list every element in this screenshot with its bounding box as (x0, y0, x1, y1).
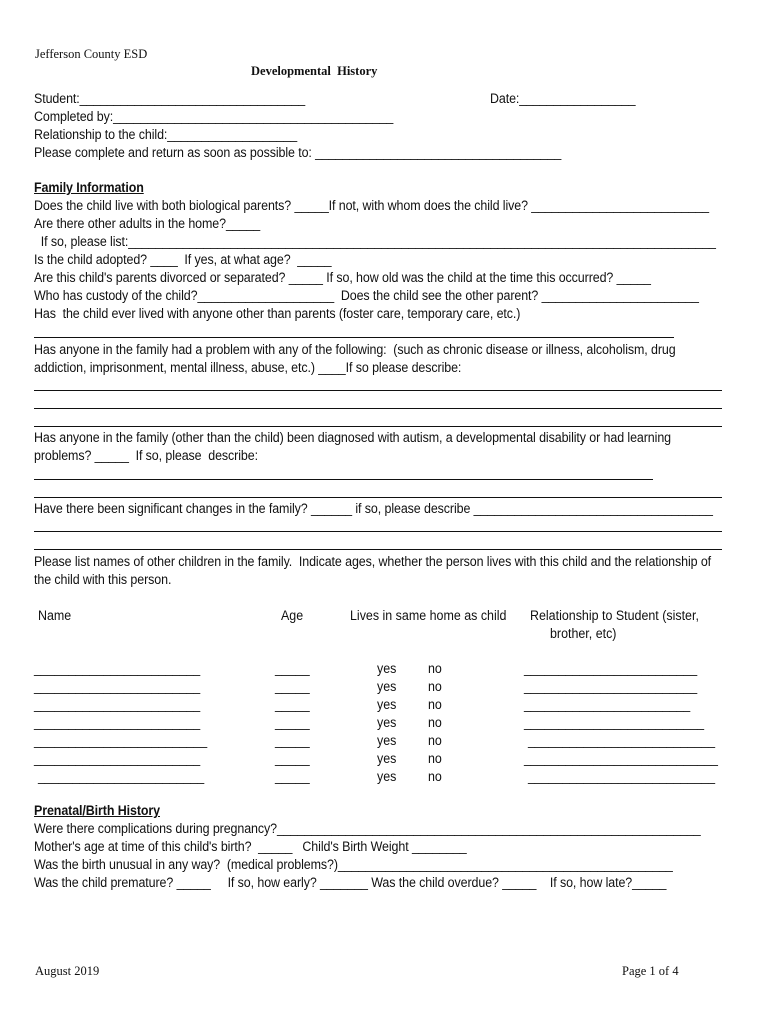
question-pregnancy-complications[interactable]: Were there complications during pregnancy?______________________________________________________________ (34, 821, 701, 836)
no-option[interactable]: no (428, 715, 442, 730)
child-age-field[interactable]: _____ (275, 733, 310, 748)
child-name-field[interactable]: ________________________ (34, 715, 201, 730)
child-age-field[interactable]: _____ (275, 679, 310, 694)
question-family-problems-line1: Has anyone in the family had a problem with any of the following: (such as chronic disease or illness, alcoholism, drug (34, 342, 676, 357)
question-other-adults[interactable]: Are there other adults in the home?_____ (34, 216, 261, 231)
child-name-field[interactable]: _________________________ (34, 733, 208, 748)
column-header-relationship-cont: brother, etc) (550, 626, 617, 641)
yes-option[interactable]: yes (377, 751, 397, 766)
no-option[interactable]: no (428, 733, 442, 748)
prenatal-history-heading: Prenatal/Birth History (34, 803, 160, 818)
child-relationship-field[interactable]: _________________________ (524, 661, 698, 676)
answer-line[interactable] (34, 549, 722, 550)
child-relationship-field[interactable]: ____________________________ (524, 751, 718, 766)
answer-line[interactable] (34, 479, 653, 480)
no-option[interactable]: no (428, 751, 442, 766)
question-lived-with-others: Has the child ever lived with anyone other than parents (foster care, temporary care, etc.) (34, 306, 521, 321)
child-relationship-field[interactable]: ___________________________ (528, 769, 716, 784)
question-custody[interactable]: Who has custody of the child?____________________ Does the child see the other parent? _______________________ (34, 288, 699, 303)
document-title: Developmental History (251, 64, 378, 78)
footer-date: August 2019 (35, 964, 100, 978)
organization-name: Jefferson County ESD (35, 47, 148, 61)
answer-line[interactable] (34, 337, 674, 338)
question-diagnosed-line1: Has anyone in the family (other than the child) been diagnosed with autism, a developmental disability or had learning (34, 430, 671, 445)
column-header-name: Name (38, 608, 72, 623)
child-name-field[interactable]: ________________________ (34, 679, 201, 694)
answer-line[interactable] (34, 531, 722, 532)
family-information-heading: Family Information (34, 180, 144, 195)
question-significant-changes[interactable]: Have there been significant changes in the family? ______ if so, please describe ___________________________________ (34, 501, 713, 516)
yes-option[interactable]: yes (377, 715, 397, 730)
child-relationship-field[interactable]: __________________________ (524, 715, 705, 730)
child-relationship-field[interactable]: ___________________________ (528, 733, 716, 748)
child-age-field[interactable]: _____ (275, 661, 310, 676)
question-mother-age-birth-weight[interactable]: Mother's age at time of this child's birth? _____ Child's Birth Weight ________ (34, 839, 467, 854)
child-relationship-field[interactable]: ________________________ (524, 697, 691, 712)
yes-option[interactable]: yes (377, 769, 397, 784)
return-to-field[interactable]: Please complete and return as soon as possible to: ____________________________________ (34, 145, 562, 160)
no-option[interactable]: no (428, 679, 442, 694)
answer-line[interactable] (34, 408, 722, 409)
question-biological-parents[interactable]: Does the child live with both biological parents? _____If not, with whom does the child live? __________________________ (34, 198, 709, 213)
no-option[interactable]: no (428, 661, 442, 676)
answer-line[interactable] (34, 497, 722, 498)
yes-option[interactable]: yes (377, 661, 397, 676)
question-other-children-line1: Please list names of other children in the family. Indicate ages, whether the person lives with this child and the relationship of (34, 554, 712, 569)
student-field[interactable]: Student:_________________________________ (34, 91, 306, 106)
question-premature-overdue[interactable]: Was the child premature? _____ If so, how early? _______ Was the child overdue? _____ If so, how late?_____ (34, 875, 667, 890)
column-header-age: Age (281, 608, 304, 623)
question-diagnosed-line2[interactable]: problems? _____ If so, please describe: (34, 448, 258, 463)
question-adopted[interactable]: Is the child adopted? ____ If yes, at what age? _____ (34, 252, 332, 267)
child-name-field[interactable]: ________________________ (34, 751, 201, 766)
question-list-adults[interactable]: If so, please list:______________________________________________________________________________________ (34, 234, 716, 249)
answer-line[interactable] (34, 390, 722, 391)
column-header-lives: Lives in same home as child (350, 608, 507, 623)
question-divorced[interactable]: Are this child's parents divorced or separated? _____ If so, how old was the child at the time this occurred? _____ (34, 270, 651, 285)
date-field[interactable]: Date:_________________ (490, 91, 636, 106)
yes-option[interactable]: yes (377, 697, 397, 712)
child-age-field[interactable]: _____ (275, 715, 310, 730)
question-other-children-line2: the child with this person. (34, 572, 172, 587)
footer-page-number: Page 1 of 4 (622, 964, 679, 978)
child-age-field[interactable]: _____ (275, 751, 310, 766)
child-relationship-field[interactable]: _________________________ (524, 679, 698, 694)
question-family-problems-line2[interactable]: addiction, imprisonment, mental illness, abuse, etc.) ____If so please describe: (34, 360, 462, 375)
yes-option[interactable]: yes (377, 679, 397, 694)
child-name-field[interactable]: ________________________ (38, 769, 205, 784)
child-age-field[interactable]: _____ (275, 697, 310, 712)
child-name-field[interactable]: ________________________ (34, 661, 201, 676)
relationship-field[interactable]: Relationship to the child:___________________ (34, 127, 298, 142)
answer-line[interactable] (34, 426, 722, 427)
yes-option[interactable]: yes (377, 733, 397, 748)
child-age-field[interactable]: _____ (275, 769, 310, 784)
no-option[interactable]: no (428, 697, 442, 712)
child-name-field[interactable]: ________________________ (34, 697, 201, 712)
no-option[interactable]: no (428, 769, 442, 784)
completed-by-field[interactable]: Completed by:_________________________________________ (34, 109, 394, 124)
column-header-relationship: Relationship to Student (sister, (530, 608, 699, 623)
question-birth-unusual[interactable]: Was the birth unusual in any way? (medical problems?)_________________________________________________ (34, 857, 673, 872)
